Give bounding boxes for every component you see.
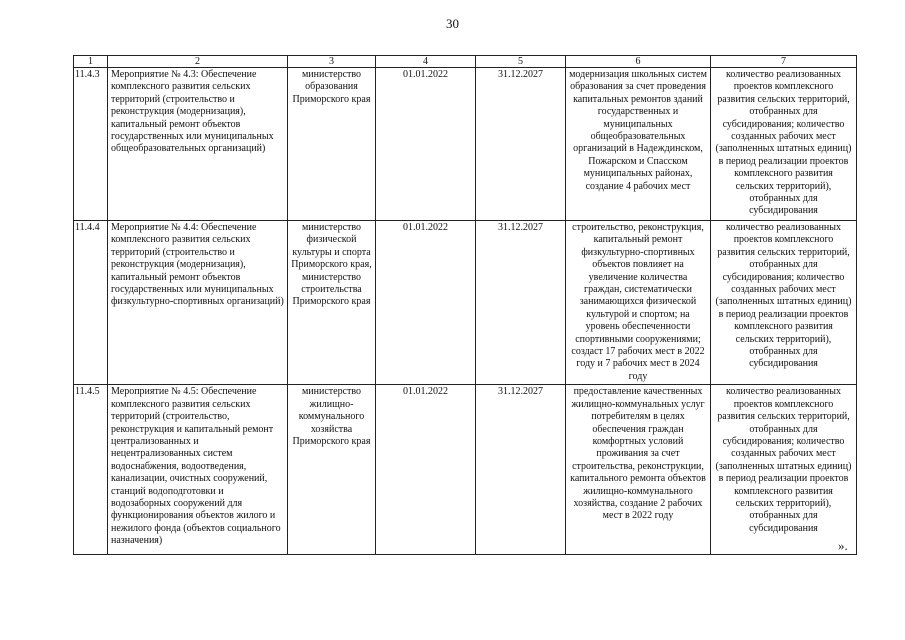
column-header-5: 5 <box>476 56 566 68</box>
expected-result: модернизация школьных систем образования за счет проведения капитальных ремонтов зданий государственных и муниципальных общеобразовательных организаций в Надеждинском, Пожарском и Спасском муниципальных районах, создание 4 рабочих мест <box>566 68 711 221</box>
table-row <box>74 221 857 385</box>
column-header-4: 4 <box>376 56 476 68</box>
end-date: 31.12.2027 <box>476 68 566 221</box>
responsible-executor: министерство образования Приморского края <box>288 68 376 221</box>
closing-quote-mark: ». <box>838 538 848 553</box>
table-row <box>74 385 857 555</box>
target-indicator: количество реализованных проектов комплексного развития сельских территорий, отобранных для субсидирования; количество созданных рабочих мест (заполненных штатных единиц) в период реализации проектов комплексного развития сельских территорий), отобранных для субсидирования <box>711 68 857 221</box>
column-header-1: 1 <box>74 56 108 68</box>
row-number: 11.4.4 <box>74 221 108 385</box>
row-number: 11.4.3 <box>74 68 108 221</box>
start-date: 01.01.2022 <box>376 385 476 555</box>
column-header-2: 2 <box>108 56 288 68</box>
target-indicator: количество реализованных проектов комплексного развития сельских территорий, отобранных для субсидирования; количество созданных рабочих мест (заполненных штатных единиц) в период реализации проектов комплексного развития сельских территорий), отобранных для субсидирования <box>711 221 857 385</box>
activities-table <box>73 55 857 555</box>
target-indicator: количество реализованных проектов комплексного развития сельских территорий, отобранных для субсидирования; количество созданных рабочих мест (заполненных штатных единиц) в период реализации проектов комплексного развития сельских территорий), отобранных для субсидирования <box>711 385 857 555</box>
start-date: 01.01.2022 <box>376 68 476 221</box>
end-date: 31.12.2027 <box>476 221 566 385</box>
table-row <box>74 68 857 221</box>
expected-result: предоставление качественных жилищно-коммунальных услуг потребителям в целях обеспечения граждан комфортных условий проживания за счет строительства, реконструкции, капитального ремонта объектов жилищно-коммунального хозяйства, создание 2 рабочих мест в 2022 году <box>566 385 711 555</box>
page-number: 30 <box>446 16 459 31</box>
activity-description: Мероприятие № 4.4: Обеспечение комплексного развития сельских территорий (строительство и реконструкция (модернизация), капитальный ремонт объектов государственных или муниципальных физкультурно-спортивных организаций) <box>108 221 288 385</box>
activity-description: Мероприятие № 4.3: Обеспечение комплексного развития сельских территорий (строительство и реконструкция (модернизация), капитальный ремонт объектов государственных или муниципальных общеобразовательных организаций) <box>108 68 288 221</box>
column-header-7: 7 <box>711 56 857 68</box>
column-header-6: 6 <box>566 56 711 68</box>
start-date: 01.01.2022 <box>376 221 476 385</box>
responsible-executor: министерство физической культуры и спорта Приморского края, министерство строительства Приморского края <box>288 221 376 385</box>
table-header-row <box>74 56 857 68</box>
activity-description: Мероприятие № 4.5: Обеспечение комплексного развития сельских территорий (строительство, реконструкция и капитальный ремонт централизованных и нецентрализованных систем водоснабжения, водоотведения, канализации, очистных сооружений, станций водоподготовки и водозаборных сооружений для функционирования объектов жилого и нежилого фонда (объектов социального назначения) <box>108 385 288 555</box>
column-header-3: 3 <box>288 56 376 68</box>
end-date: 31.12.2027 <box>476 385 566 555</box>
expected-result: строительство, реконструкция, капитальный ремонт физкультурно-спортивных объектов повлияет на увеличение количества граждан, систематически занимающихся физической культурой и спортом; на уровень обеспеченности спортивными сооружениями; создаст 17 рабочих мест в 2022 году и 7 рабочих мест в 2024 году <box>566 221 711 385</box>
responsible-executor: министерство жилищно-коммунального хозяйства Приморского края <box>288 385 376 555</box>
row-number: 11.4.5 <box>74 385 108 555</box>
